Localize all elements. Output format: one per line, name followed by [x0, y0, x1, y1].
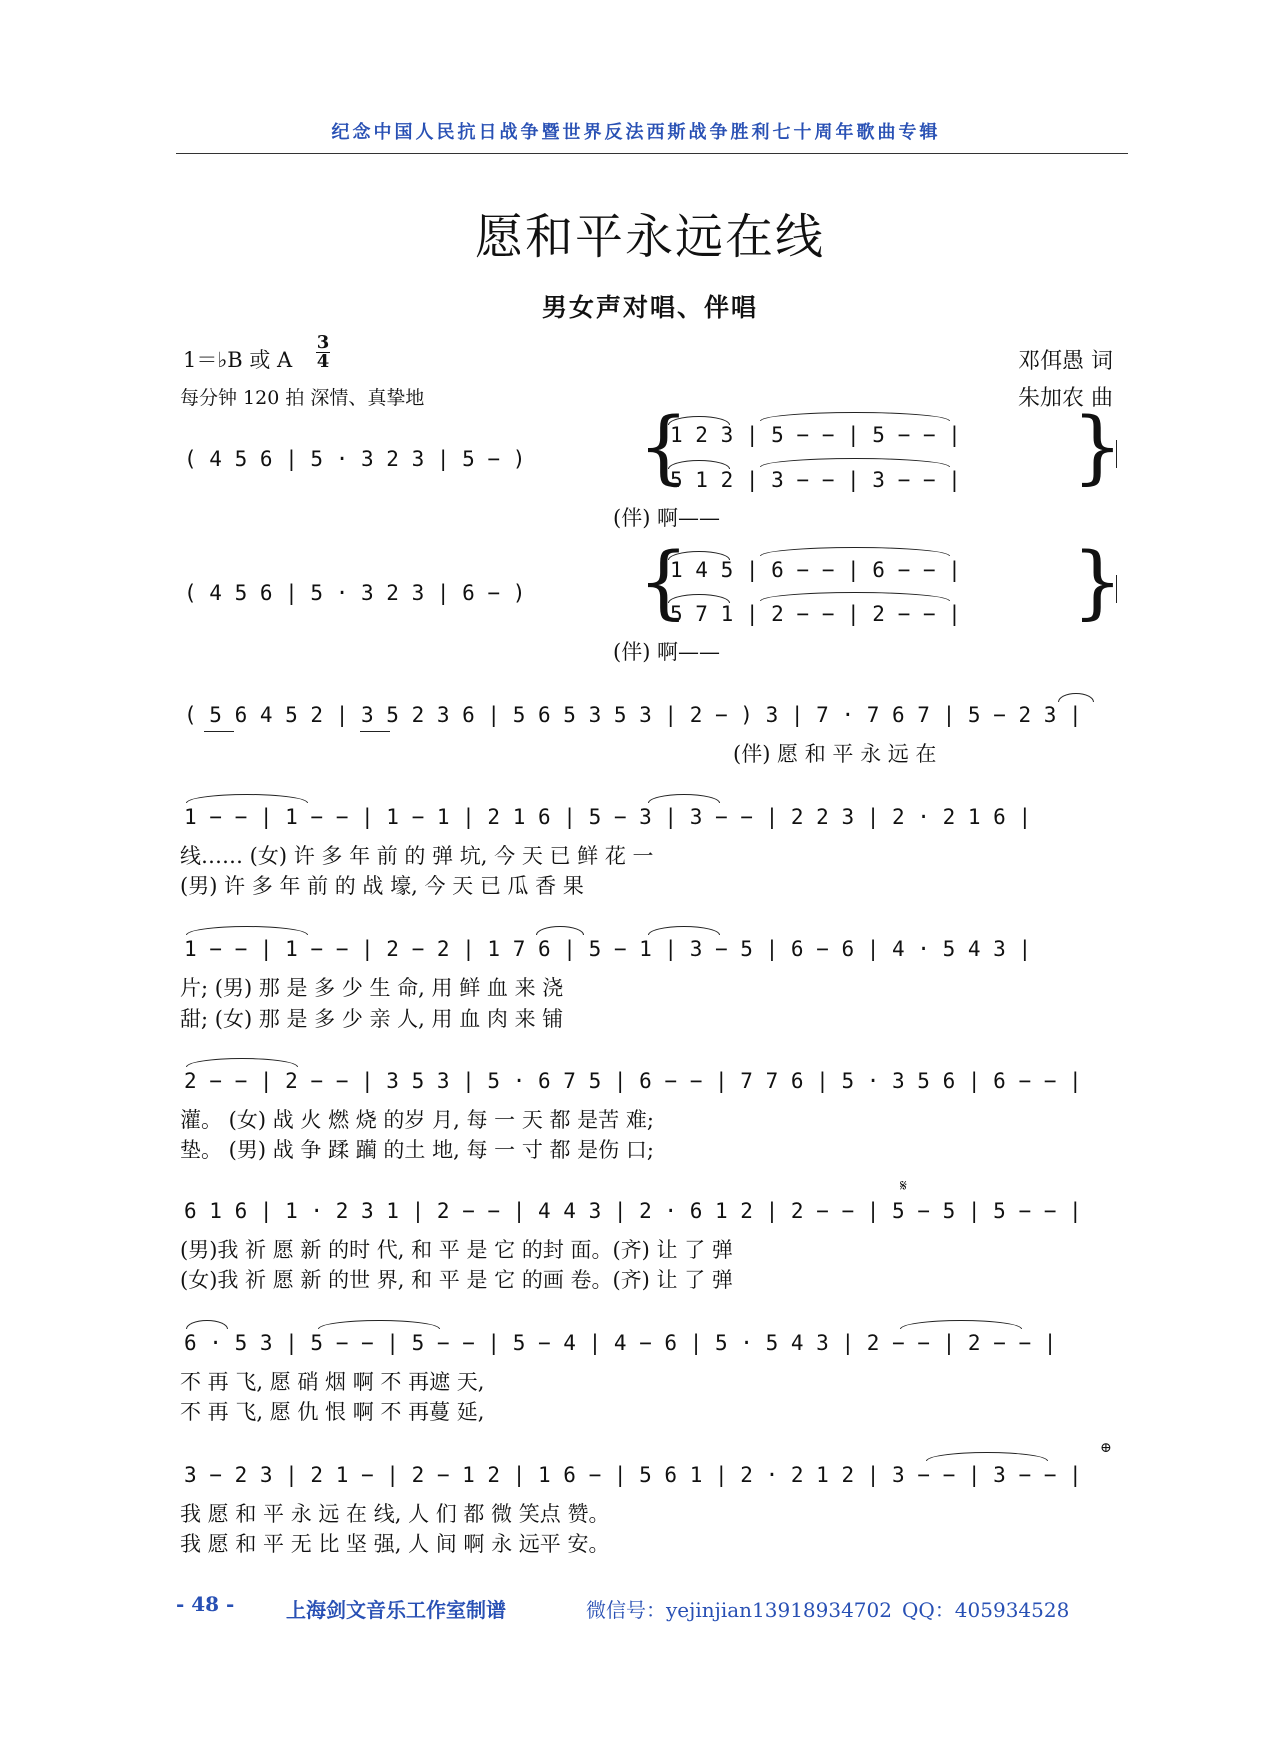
- triplet-arc-row-2-upper: [668, 551, 730, 560]
- studio-credit: 上海剑文音乐工作室制谱: [286, 1598, 506, 1622]
- tie-row-6-a: [186, 1058, 298, 1067]
- time-signature: [316, 334, 330, 371]
- beam-row-3-a: [204, 731, 234, 732]
- lyric-row-1: (伴) 啊——: [613, 506, 721, 530]
- notation-row-3: ( 5 6 4 5 2 | 3 5 2 3 6 | 5 6 5 3 5 3 | 2 − ) 3 | 7 · 7 6 7 | 5 − 2 3 |: [184, 703, 1082, 727]
- barline-row-2-end: [1116, 575, 1117, 603]
- tie-row-5-a: [186, 926, 308, 935]
- lyric-row-9a: 我 愿 和 平 永 远 在 线, 人 们 都 微 笑点 赞。: [180, 1502, 610, 1526]
- tie-row-4-a: [186, 794, 308, 803]
- lyric-row-5a: 片; (男) 那 是 多 少 生 命, 用 鲜 血 来 浇: [180, 976, 564, 1000]
- tie-row-2-lower: [760, 592, 950, 601]
- header-rule: [176, 153, 1128, 154]
- slur-row-3-end: [1058, 693, 1094, 702]
- tie-row-8-c: [900, 1320, 1022, 1329]
- tie-row-9-end: [926, 1452, 1048, 1461]
- lyric-row-3: (伴) 愿 和 平 永 远 在: [733, 742, 937, 766]
- notation-row-1-upper: 1 2 3 | 5 − − | 5 − − |: [670, 423, 961, 447]
- triplet-arc-row-1-upper: [668, 416, 730, 425]
- notation-row-6: 2 − − | 2 − − | 3 5 3 | 5 · 6 7 5 | 6 − − | 7 7 6 | 5 · 3 5 6 | 6 − − |: [184, 1069, 1082, 1093]
- coda-mark: ⊕: [1100, 1440, 1112, 1456]
- beam-row-3-b: [360, 731, 390, 732]
- time-signature-bottom: 4: [316, 351, 330, 372]
- song-subtitle: 男女声对唱、伴唱: [541, 293, 758, 322]
- notation-row-9: 3 − 2 3 | 2 1 − | 2 − 1 2 | 1 6 − | 5 6 1 | 2 · 2 1 2 | 3 − − | 3 − − |: [184, 1463, 1082, 1487]
- lyric-row-9b: 我 愿 和 平 无 比 坚 强, 人 间 啊 永 远平 安。: [180, 1532, 610, 1556]
- notation-row-7: 6 1 6 | 1 · 2 3 1 | 2 − − | 4 4 3 | 2 · 6 1 2 | 2 − − | 5 − 5 | 5 − − |: [184, 1199, 1082, 1223]
- accomp-brace-2-close: }: [1072, 535, 1123, 628]
- notation-row-5: 1 − − | 1 − − | 2 − 2 | 1 7 6 | 5 − 1 | 3 − 5 | 6 − 6 | 4 · 5 4 3 |: [184, 937, 1032, 961]
- lyric-row-6b: 垫。 (男) 战 争 蹂 躏 的土 地, 每 一 寸 都 是伤 口;: [180, 1138, 654, 1162]
- lyric-row-5b: 甜; (女) 那 是 多 少 亲 人, 用 血 肉 来 铺: [180, 1007, 564, 1031]
- composer-credit: 朱加农 曲: [1018, 386, 1113, 411]
- notation-row-2-lower: 5 7 1 | 2 − − | 2 − − |: [670, 602, 961, 626]
- lyric-row-8a: 不 再 飞, 愿 硝 烟 啊 不 再遮 天,: [180, 1370, 485, 1394]
- tempo-marking: 每分钟 120 拍 深情、真挚地: [180, 387, 425, 409]
- lyric-row-6a: 灌。 (女) 战 火 燃 烧 的岁 月, 每 一 天 都 是苦 难;: [180, 1108, 654, 1132]
- album-header: 纪念中国人民抗日战争暨世界反法西斯战争胜利七十周年歌曲专辑: [331, 122, 941, 143]
- tie-row-8-b: [318, 1320, 440, 1329]
- lyric-row-7a: (男)我 祈 愿 新 的时 代, 和 平 是 它 的封 面。(齐) 让 了 弹: [180, 1238, 733, 1262]
- slur-row-8-a: [186, 1320, 228, 1329]
- key-signature: 1＝♭B 或 A: [183, 348, 293, 372]
- triplet-arc-row-1-lower: [668, 460, 730, 469]
- slur-row-5-c: [648, 926, 720, 935]
- notation-row-4: 1 − − | 1 − − | 1 − 1 | 2 1 6 | 5 − 3 | 3 − − | 2 2 3 | 2 · 2 1 6 |: [184, 805, 1032, 829]
- accomp-brace-1-close: }: [1072, 400, 1123, 493]
- notation-row-1-lower: 5 1 2 | 3 − − | 3 − − |: [670, 468, 961, 492]
- notation-row-1-main: ( 4 5 6 | 5 · 3 2 3 | 5 − ): [184, 447, 526, 471]
- notation-row-2-upper: 1 4 5 | 6 − − | 6 − − |: [670, 558, 961, 582]
- lyric-row-7b: (女)我 祈 愿 新 的世 界, 和 平 是 它 的画 卷。(齐) 让 了 弹: [180, 1268, 733, 1292]
- notation-row-2-main: ( 4 5 6 | 5 · 3 2 3 | 6 − ): [184, 581, 526, 605]
- lyric-row-4b: (男) 许 多 年 前 的 战 壕, 今 天 已 瓜 香 果: [180, 874, 584, 898]
- barline-row-1-end: [1116, 440, 1117, 468]
- lyric-row-4a: 线…… (女) 许 多 年 前 的 弹 坑, 今 天 已 鲜 花 一: [180, 844, 654, 868]
- notation-row-8: 6 · 5 3 | 5 − − | 5 − − | 5 − 4 | 4 − 6 | 5 · 5 4 3 | 2 − − | 2 − − |: [184, 1331, 1057, 1355]
- page-number: - 48 -: [176, 1592, 235, 1616]
- lyric-row-8b: 不 再 飞, 愿 仇 恨 啊 不 再蔓 延,: [180, 1400, 485, 1424]
- tie-row-1-upper: [760, 412, 950, 421]
- qq-number: QQ：405934528: [902, 1598, 1070, 1622]
- tie-row-2-upper: [760, 547, 950, 556]
- lyric-row-2: (伴) 啊——: [613, 640, 721, 664]
- slur-row-5-b: [536, 926, 584, 935]
- time-signature-top: 3: [316, 332, 330, 353]
- triplet-arc-row-2-lower: [668, 594, 730, 603]
- accomp-brace-2: {: [638, 535, 689, 628]
- song-title: 愿和平永远在线: [474, 209, 825, 265]
- segno-mark: 𝄋: [900, 1176, 907, 1195]
- slur-row-4-b: [648, 794, 720, 803]
- tie-row-1-lower: [760, 458, 950, 467]
- lyricist-credit: 邓佴愚 词: [1018, 349, 1113, 374]
- accomp-brace-1: {: [638, 400, 689, 493]
- wechat-id: 微信号：yejinjian13918934702: [586, 1598, 892, 1622]
